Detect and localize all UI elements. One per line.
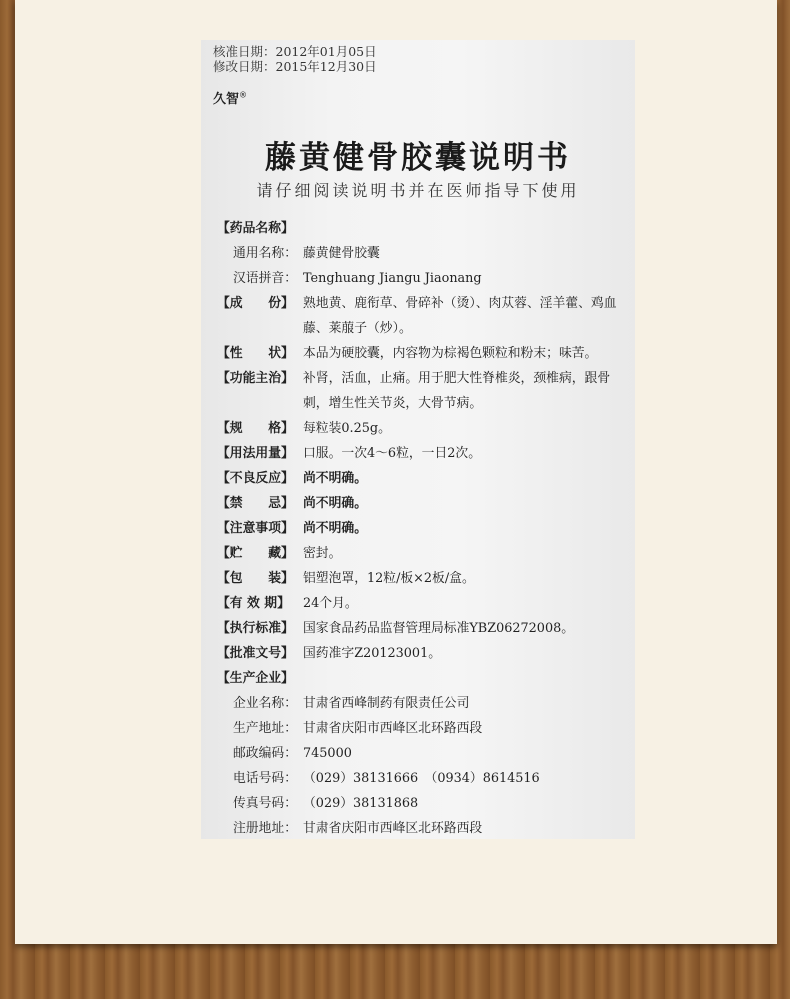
- section-value: 国药准字Z20123001。: [303, 646, 442, 661]
- revision-date: 修改日期：2015年12月30日: [213, 59, 377, 74]
- section-precautions: [217, 516, 627, 541]
- section-value: 尚不明确。: [303, 521, 367, 536]
- field-registered-address: [217, 816, 627, 841]
- field-production-address: [217, 716, 627, 741]
- field-label: 传真号码：: [233, 796, 297, 811]
- field-fax: [217, 791, 627, 816]
- section-specification: [217, 416, 627, 441]
- field-pinyin: [217, 266, 627, 291]
- section-heading: 【执行标准】: [217, 621, 294, 636]
- field-label: 汉语拼音：: [233, 271, 297, 286]
- section-value: 尚不明确。: [303, 471, 367, 486]
- field-value: （029）38131666 （0934）8614516: [303, 771, 540, 786]
- document-subtitle: 请仔细阅读说明书并在医师指导下使用: [256, 181, 580, 200]
- field-company-name: [217, 691, 627, 716]
- section-value: 熟地黄、鹿衔草、骨碎补（烫）、肉苁蓉、淫羊藿、鸡血藤、莱菔子（炒）。: [303, 296, 617, 336]
- section-adverse-reactions: [217, 466, 627, 491]
- section-heading: 【生产企业】: [217, 671, 294, 686]
- field-label: 生产地址：: [233, 721, 297, 736]
- date-info: [213, 44, 377, 74]
- field-label: 企业名称：: [233, 696, 297, 711]
- document-title: 藤黄健骨胶囊说明书: [265, 140, 571, 176]
- section-heading: 【批准文号】: [217, 646, 294, 661]
- field-label: 通用名称：: [233, 246, 297, 261]
- field-value: 745000: [303, 746, 352, 761]
- leaflet-content: [217, 216, 627, 841]
- brand-logo: [213, 88, 247, 107]
- section-value: 国家食品药品监督管理局标准YBZ06272008。: [303, 621, 575, 636]
- section-value: 本品为硬胶囊，内容物为棕褐色颗粒和粉末；味苦。: [303, 346, 598, 361]
- section-heading: 【规 格】: [217, 421, 294, 436]
- section-heading: 【不良反应】: [217, 471, 294, 486]
- section-value: 24个月。: [303, 596, 358, 611]
- section-value: 铝塑泡罩，12粒/板×2板/盒。: [303, 571, 475, 586]
- section-dosage: [217, 441, 627, 466]
- section-heading: 【用法用量】: [217, 446, 294, 461]
- section-value: 密封。: [303, 546, 342, 561]
- section-approval-number: [217, 641, 627, 666]
- section-storage: [217, 541, 627, 566]
- field-value: 甘肃省庆阳市西峰区北环路西段: [303, 721, 483, 736]
- registered-mark: ®: [239, 90, 248, 100]
- section-heading: 【成 份】: [217, 296, 294, 311]
- field-value: Tenghuang Jiangu Jiaonang: [303, 271, 482, 286]
- section-heading: 【药品名称】: [217, 221, 294, 236]
- section-manufacturer: [217, 666, 627, 691]
- section-heading: 【禁 忌】: [217, 496, 294, 511]
- section-heading: 【注意事项】: [217, 521, 294, 536]
- field-label: 电话号码：: [233, 771, 297, 786]
- section-value: 口服。一次4～6粒，一日2次。: [303, 446, 481, 461]
- section-package: [217, 566, 627, 591]
- section-ingredients: [217, 291, 627, 341]
- section-appearance: [217, 341, 627, 366]
- section-heading: 【包 装】: [217, 571, 294, 586]
- section-drug-name: [217, 216, 627, 241]
- section-standard: [217, 616, 627, 641]
- field-generic-name: [217, 241, 627, 266]
- section-heading: 【贮 藏】: [217, 546, 294, 561]
- field-value: 藤黄健骨胶囊: [303, 246, 380, 261]
- field-postcode: [217, 741, 627, 766]
- brand-name: 久智: [213, 92, 240, 107]
- section-value: 尚不明确。: [303, 496, 367, 511]
- section-value: 每粒装0.25g。: [303, 421, 391, 436]
- section-value: 补肾，活血，止痛。用于肥大性脊椎炎，颈椎病，跟骨刺，增生性关节炎，大骨节病。: [303, 371, 611, 411]
- paper-background: [15, 0, 777, 944]
- instruction-leaflet: [201, 40, 635, 839]
- field-label: 注册地址：: [233, 821, 297, 836]
- section-contraindications: [217, 491, 627, 516]
- field-label: 邮政编码：: [233, 746, 297, 761]
- section-heading: 【性 状】: [217, 346, 294, 361]
- section-indications: [217, 366, 627, 416]
- field-value: （029）38131868: [303, 796, 419, 811]
- section-heading: 【有 效 期】: [217, 596, 290, 611]
- section-heading: 【功能主治】: [217, 371, 294, 386]
- field-value: 甘肃省庆阳市西峰区北环路西段: [303, 821, 483, 836]
- field-value: 甘肃省西峰制药有限责任公司: [303, 696, 470, 711]
- section-validity: [217, 591, 627, 616]
- field-phone: [217, 766, 627, 791]
- approval-date: 核准日期：2012年01月05日: [213, 44, 377, 59]
